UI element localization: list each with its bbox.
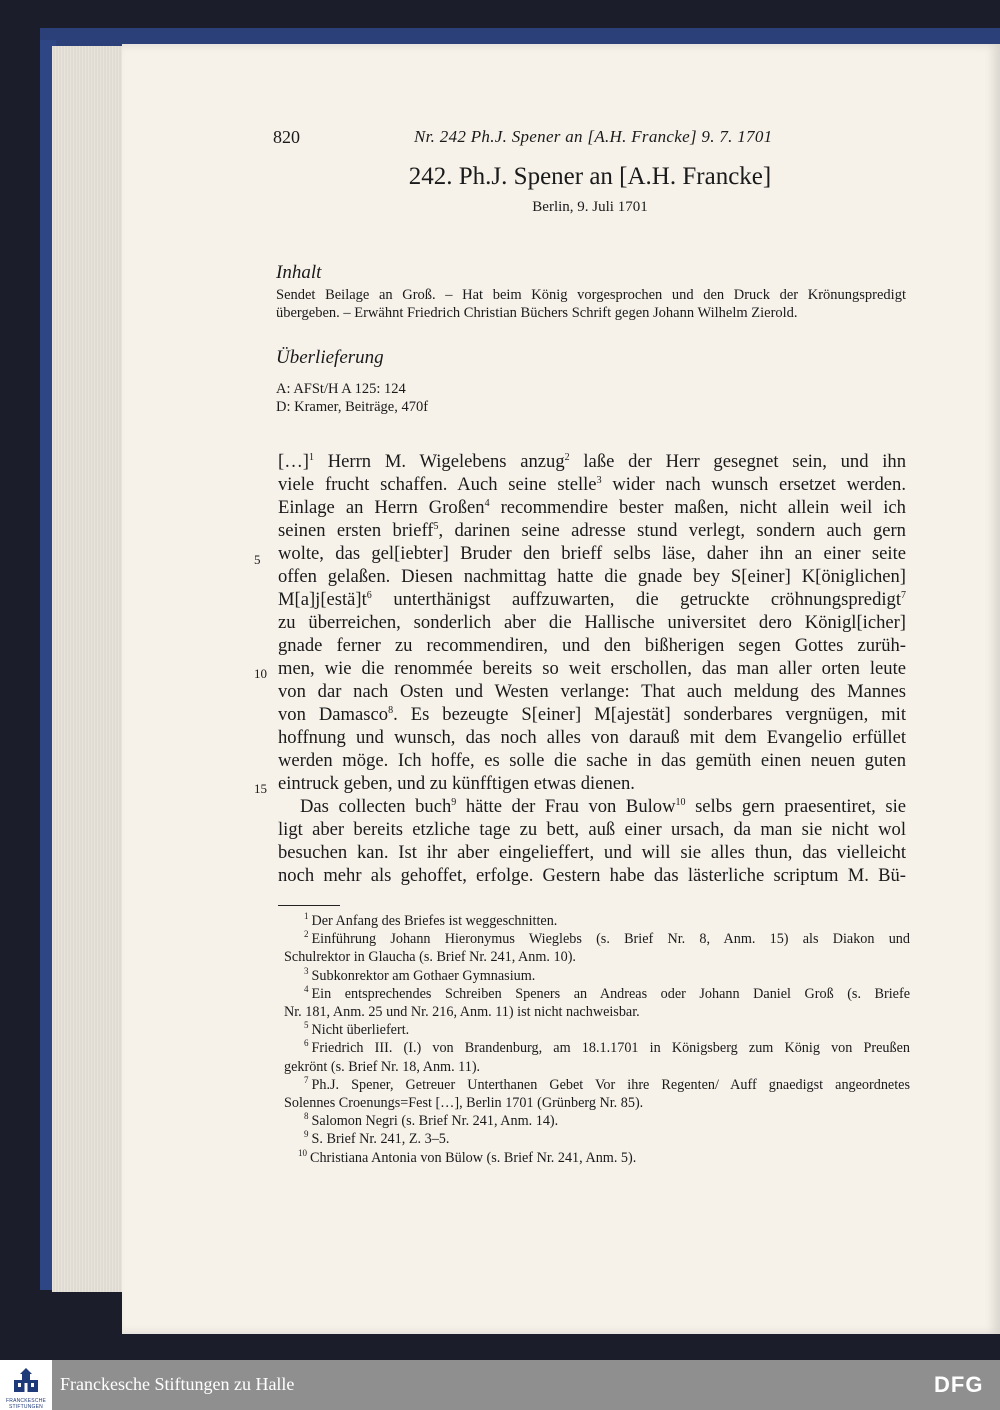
body-line: gnade ferner zu recommendiren, und den bißherigen segen Gottes zurüh- [278, 635, 906, 656]
footnote-ref: 5 [433, 521, 439, 532]
body-line: besuchen kan. Ist ihr aber eingelieffert, und will sie alles thun, das vielleicht [278, 842, 906, 863]
footnote: $^4$ Ein entsprechendes Schreiben Speners an Andreas oder Johann Daniel Groß (s. Briefe [304, 983, 910, 1002]
footnote-continuation: Schulrektor in Glaucha (s. Brief Nr. 241, Anm. 10). [284, 949, 576, 966]
footnote-ref: 6 [366, 590, 372, 601]
running-head [0, 127, 1000, 151]
letter-body [278, 450, 906, 887]
body-line: noch mehr als gehoffet, erfolge. Gestern habe das lästerliche scriptum M. Bü- [278, 865, 906, 886]
footer-institution-link[interactable]: Franckesche Stiftungen zu Halle [60, 1374, 295, 1394]
footnote: $^5$ Nicht überliefert. [304, 1020, 410, 1039]
footnote-ref: 4 [484, 498, 490, 509]
footnote: $^1$ Der Anfang des Briefes ist weggeschnitten. [304, 911, 558, 929]
body-line: $M[a]j[estä]t^6$ unterthänigst auffzuwarten, die getruckte cröhnungspredigt$^7$ [278, 589, 906, 610]
footnote: $^{10}$ Christiana Antonia von Bülow (s. Brief Nr. 241, Anm. 5). [298, 1147, 637, 1166]
footnote: $^9$ S. Brief Nr. 241, Z. 3–5. [304, 1129, 450, 1148]
letter-title: 242. Ph.J. Spener an [A.H. Francke] [408, 163, 772, 190]
footnote-continuation: Solennes Croenungs=Fest […], Berlin 1701 (Grünberg Nr. 85). [284, 1095, 644, 1112]
source-line: D: Kramer, Beiträge, 470f [276, 399, 429, 415]
footnote-continuation: gekrönt (s. Brief Nr. 18, Anm. 11). [284, 1058, 481, 1075]
body-line: seinen ersten brieff$^5$, darinen seine adresse stund verlegt, sondern auch gern [278, 520, 906, 541]
body-line: viele frucht schaffen. Auch seine stelle$^3$ wider nach wunsch ersetzet werden. [278, 474, 906, 495]
body-line: offen gelaßen. Diesen nachmittag hatte die gnade bey S[einer] K[öniglichen] [278, 566, 906, 587]
body-line: men, wie die renommée bereits so weit erschollen, das man aller orten leute [278, 658, 906, 679]
page-edges [52, 46, 132, 1292]
body-line: von dar nach Osten und Westen verlange: That auch meldung des Mannes [278, 681, 906, 702]
footnote: $^3$ Subkonrektor am Gothaer Gymnasium. [304, 965, 536, 984]
footnote-continuation: Nr. 181, Anm. 25 und Nr. 216, Anm. 11) ist nicht nachweisbar. [284, 1004, 640, 1021]
inhalt-heading: Inhalt [276, 262, 322, 283]
franckesche-logo[interactable] [0, 1360, 52, 1410]
line-number: 10 [254, 666, 267, 681]
orphanage-building-icon [10, 1366, 42, 1396]
footnote-ref: 9 [451, 797, 457, 808]
footnote-rule [278, 905, 340, 906]
line-number: 15 [254, 781, 267, 796]
body-line: von Damasco$^8$. Es bezeugte S[einer] M[ajestät] sonderbares vergnügen, mit [278, 704, 907, 725]
inhalt-summary [276, 286, 906, 322]
footnote-ref: 8 [388, 705, 394, 716]
footnote-ref: 3 [596, 475, 602, 486]
ueberlieferung-sources [276, 380, 428, 416]
body-line: hoffnung und wunsch, das noch alles von darauß mit dem Evangelio erfüllet [278, 727, 906, 748]
footnote: $^7$ Ph.J. Spener, Getreuer Unterthanen Gebet Vor ihre Regenten/ Auff gnaedigst angeordnetes [304, 1074, 910, 1093]
ueberlieferung-heading: Überlieferung [276, 347, 384, 368]
footnote-ref: 1 [308, 452, 314, 463]
footnote: $^6$ Friedrich III. (I.) von Brandenburg, am 18.1.1701 in Königsberg zum König von Preußen [304, 1038, 910, 1057]
body-line: wolte, das gel[iebter] Bruder den brieff selbs läse, daher ihn an einer seite [278, 543, 906, 564]
line-number: 5 [254, 552, 261, 567]
footnote: $^2$ Einführung Johann Hieronymus Wieglebs (s. Brief Nr. 8, Anm. 15) als Diakon und [304, 929, 910, 948]
body-line: Das collecten buch$^9$ hätte der Frau von Bulow$^{10}$ selbs gern praesentiret, sie [300, 796, 906, 817]
running-title: Nr. 242 Ph.J. Spener an [A.H. Francke] 9. 7. 1701 [414, 127, 773, 146]
logo-text: FRANCKESCHE STIFTUNGEN [6, 1398, 46, 1410]
footnotes [284, 912, 910, 1167]
body-line: eintruck geben, und zu künfftigen etwas dienen. [278, 773, 635, 794]
body-line: zu überreichen, sonderlich aber die Hallische universitet dero Königl[icher] [278, 612, 906, 633]
summary-line: Sendet Beilage an Groß. – Hat beim König vorgesprochen und den Druck der Krönungspredigt [276, 287, 906, 303]
body-line: ligt aber bereits etzliche tage zu bett, auß einer ursach, da man sie nicht wol [278, 819, 906, 840]
page-number: 820 [273, 127, 300, 147]
letter-place-date: Berlin, 9. Juli 1701 [532, 199, 648, 215]
body-line: werden möge. Ich hoffe, es solle die sache in das gemüth einen neuen guten [278, 750, 906, 771]
summary-line: übergeben. – Erwähnt Friedrich Christian Büchers Schrift gegen Johann Wilhelm Zierold. [276, 305, 798, 321]
footnote-ref: 2 [564, 452, 570, 463]
footnote: $^8$ Salomon Negri (s. Brief Nr. 241, Anm. 14). [304, 1111, 559, 1130]
footnote-ref: 7 [901, 590, 906, 601]
footnote-ref: 10 [675, 797, 686, 808]
body-line: Einlage an Herrn Großen$^4$ recommendire bester maßen, nicht allein weil ich [278, 497, 906, 518]
dfg-logo[interactable]: DFG [934, 1372, 984, 1397]
source-line: A: AFSt/H A 125: 124 [276, 381, 406, 397]
body-line: […]$^1$ Herrn M. Wigelebens anzug$^2$ laße der Herr gesegnet sein, und ihn [278, 451, 907, 472]
